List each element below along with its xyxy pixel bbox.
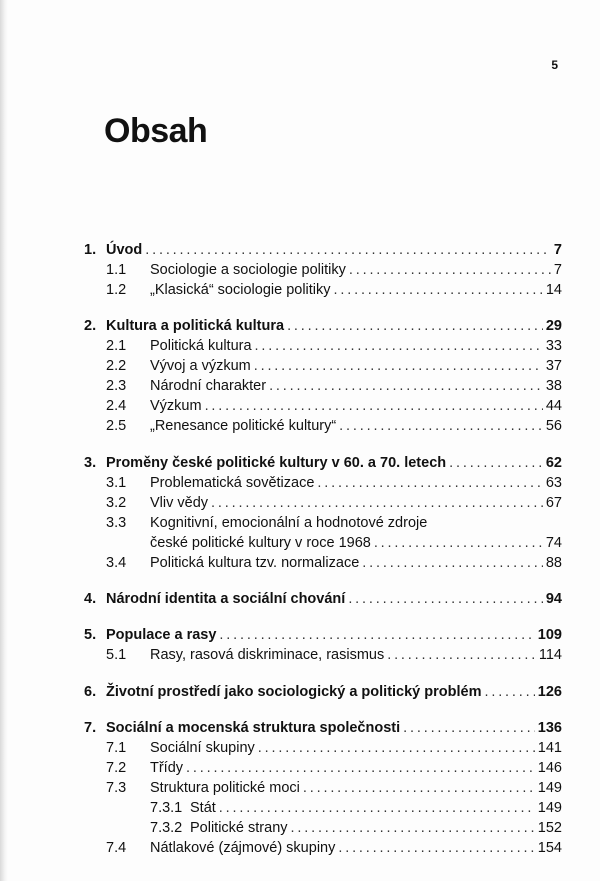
entry-number: 1.1	[106, 262, 127, 278]
entry-number: 2.1	[106, 338, 127, 354]
entry-number: 7.3.1	[150, 800, 183, 816]
entry-page: 154	[537, 840, 562, 856]
entry-title: „Klasická“ sociologie politiky	[150, 282, 331, 298]
entry-page: 14	[545, 282, 562, 298]
dot-leader	[348, 589, 543, 609]
table-of-contents	[84, 240, 562, 858]
dot-leader	[449, 453, 543, 473]
entry-page: 149	[537, 780, 562, 796]
entry-number: 3.1	[106, 475, 127, 491]
toc-entry	[84, 280, 562, 300]
toc-entry	[84, 682, 562, 702]
dot-leader	[211, 493, 543, 513]
entry-number: 6.	[84, 684, 97, 700]
dot-leader	[338, 838, 534, 858]
toc-entry	[84, 396, 562, 416]
dot-leader	[219, 625, 534, 645]
dot-leader	[317, 473, 542, 493]
entry-page: 146	[537, 760, 562, 776]
toc-entry	[84, 818, 562, 838]
entry-title: Třídy	[150, 760, 184, 776]
dot-leader	[258, 738, 535, 758]
entry-number: 7.4	[106, 840, 127, 856]
toc-entry	[84, 645, 562, 665]
entry-title: Problematická sovětizace	[150, 475, 315, 491]
toc-entry	[84, 316, 562, 336]
entry-number: 7.1	[106, 740, 127, 756]
entry-number: 3.3	[106, 515, 127, 531]
entry-title: Národní charakter	[150, 378, 267, 394]
dot-leader	[362, 553, 543, 573]
entry-title: Rasy, rasová diskriminace, rasismus	[150, 647, 385, 663]
entry-number: 3.2	[106, 495, 127, 511]
entry-page: 94	[545, 591, 562, 607]
entry-page: 141	[537, 740, 562, 756]
entry-number: 5.	[84, 627, 97, 643]
dot-leader	[269, 376, 543, 396]
dot-leader	[484, 682, 534, 702]
entry-title: Nátlakové (zájmové) skupiny	[150, 840, 336, 856]
entry-page: 7	[553, 242, 562, 258]
toc-entry	[84, 416, 562, 436]
dot-leader	[374, 533, 543, 553]
toc-entry	[84, 778, 562, 798]
entry-title: Úvod	[106, 242, 143, 258]
entry-title: Populace a rasy	[106, 627, 217, 643]
entry-page: 38	[545, 378, 562, 394]
toc-entry	[84, 738, 562, 758]
entry-number: 7.3.2	[150, 820, 183, 836]
toc-entry	[84, 718, 562, 738]
toc-chapter-6	[84, 682, 562, 702]
toc-entry	[84, 260, 562, 280]
toc-chapter-2	[84, 316, 562, 436]
entry-page: 7	[553, 262, 562, 278]
dot-leader	[303, 778, 535, 798]
entry-page: 126	[537, 684, 562, 700]
entry-title: Kognitivní, emocionální a hodnotové zdroje	[150, 515, 428, 531]
dot-leader	[403, 718, 535, 738]
toc-chapter-5	[84, 625, 562, 665]
entry-page: 29	[545, 318, 562, 334]
entry-title: Výzkum	[150, 398, 202, 414]
toc-entry	[84, 589, 562, 609]
toc-entry-continuation	[84, 533, 562, 553]
page-number: 5	[551, 58, 558, 72]
entry-title: Sociální skupiny	[150, 740, 255, 756]
toc-entry	[84, 240, 562, 260]
entry-number: 2.5	[106, 418, 127, 434]
entry-page: 114	[538, 647, 562, 663]
entry-title: Vývoj a výzkum	[150, 358, 251, 374]
dot-leader	[349, 260, 551, 280]
dot-leader	[219, 798, 535, 818]
entry-number: 1.	[84, 242, 97, 258]
entry-number: 3.4	[106, 555, 127, 571]
entry-title: Proměny české politické kultury v 60. a 70. letech	[106, 455, 447, 471]
toc-entry	[84, 356, 562, 376]
entry-number: 7.2	[106, 760, 127, 776]
toc-chapter-4	[84, 589, 562, 609]
entry-title: české politické kultury v roce 1968	[150, 535, 371, 551]
entry-number: 7.3	[106, 780, 127, 796]
entry-title: Národní identita a sociální chování	[106, 591, 346, 607]
entry-number: 4.	[84, 591, 97, 607]
page-title: Obsah	[104, 112, 208, 150]
dot-leader	[145, 240, 551, 260]
entry-number: 2.2	[106, 358, 127, 374]
entry-number: 5.1	[106, 647, 127, 663]
toc-entry	[84, 838, 562, 858]
entry-title: Politická kultura tzv. normalizace	[150, 555, 360, 571]
entry-title: Kultura a politická kultura	[106, 318, 285, 334]
entry-title: Životní prostředí jako sociologický a politický problém	[106, 684, 482, 700]
entry-page: 88	[545, 555, 562, 571]
toc-chapter-7	[84, 718, 562, 858]
dot-leader	[339, 416, 543, 436]
dot-leader	[205, 396, 543, 416]
entry-page: 44	[545, 398, 562, 414]
entry-page: 136	[537, 720, 562, 736]
entry-number: 2.4	[106, 398, 127, 414]
toc-entry	[84, 453, 562, 473]
dot-leader	[387, 645, 536, 665]
entry-number: 3.	[84, 455, 97, 471]
dot-leader	[254, 356, 543, 376]
dot-leader	[255, 336, 543, 356]
entry-title: „Renesance politické kultury“	[150, 418, 337, 434]
entry-title: Struktura politické moci	[150, 780, 300, 796]
entry-number: 2.	[84, 318, 97, 334]
toc-entry	[84, 798, 562, 818]
entry-page: 109	[537, 627, 562, 643]
entry-number: 7.	[84, 720, 97, 736]
toc-entry	[84, 553, 562, 573]
dot-leader	[334, 280, 543, 300]
entry-title: Stát	[190, 800, 216, 816]
entry-page: 63	[545, 475, 562, 491]
toc-entry	[84, 513, 562, 533]
entry-page: 74	[545, 535, 562, 551]
page-edge-shadow	[0, 0, 8, 881]
toc-entry	[84, 758, 562, 778]
toc-chapter-3	[84, 453, 562, 573]
entry-page: 149	[537, 800, 562, 816]
entry-page: 152	[537, 820, 562, 836]
entry-title: Politická kultura	[150, 338, 252, 354]
toc-entry	[84, 336, 562, 356]
entry-title: Sociální a mocenská struktura společnosti	[106, 720, 401, 736]
toc-chapter-1	[84, 240, 562, 300]
entry-page: 37	[545, 358, 562, 374]
dot-leader	[291, 818, 535, 838]
toc-entry	[84, 473, 562, 493]
dot-leader	[287, 316, 543, 336]
entry-page: 33	[545, 338, 562, 354]
entry-page: 67	[545, 495, 562, 511]
entry-title: Politické strany	[190, 820, 288, 836]
entry-number: 2.3	[106, 378, 127, 394]
entry-number: 1.2	[106, 282, 127, 298]
entry-page: 56	[545, 418, 562, 434]
entry-title: Vliv vědy	[150, 495, 209, 511]
dot-leader	[186, 758, 535, 778]
entry-title: Sociologie a sociologie politiky	[150, 262, 346, 278]
toc-entry	[84, 376, 562, 396]
entry-page: 62	[545, 455, 562, 471]
toc-entry	[84, 493, 562, 513]
toc-entry	[84, 625, 562, 645]
